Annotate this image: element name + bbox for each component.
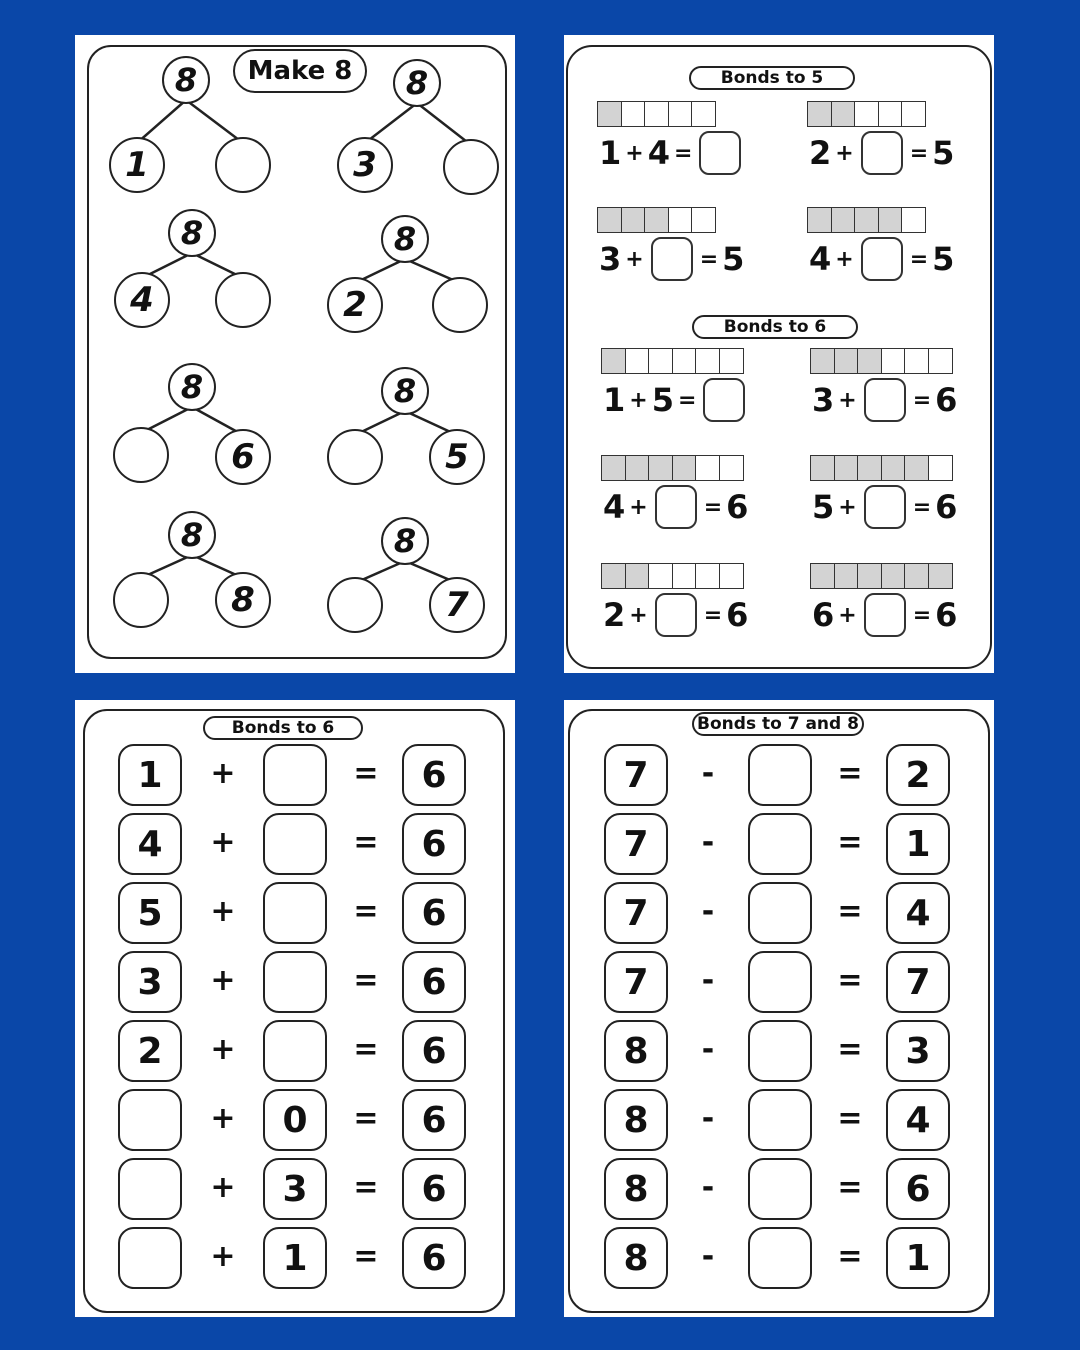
frame-cell-empty	[695, 348, 720, 374]
answer-box[interactable]	[748, 951, 812, 1013]
answer-box[interactable]	[263, 1020, 327, 1082]
number-box: 5	[118, 882, 182, 944]
minus-sign: -	[701, 894, 715, 929]
bond-part-left-circle: 4	[114, 272, 170, 328]
plus-sign: +	[210, 963, 236, 998]
number-box: 8	[604, 1227, 668, 1289]
total-box: 6	[402, 1089, 466, 1151]
bond-part-right-circle[interactable]	[432, 277, 488, 333]
frame-cell-empty	[672, 348, 697, 374]
frame-cell-shaded	[601, 348, 626, 374]
answer-box[interactable]	[118, 1089, 182, 1151]
bond-whole-circle: 8	[168, 209, 216, 257]
frame-cell-empty	[644, 101, 669, 127]
plus-sign: +	[838, 387, 857, 413]
equals-sign: =	[699, 246, 719, 272]
frame-cell-empty	[928, 348, 953, 374]
frame-cell-shaded	[834, 455, 859, 481]
equation-number: 2	[809, 134, 832, 172]
total-box: 6	[886, 1158, 950, 1220]
section-title-bonds-to-6: Bonds to 6	[692, 315, 858, 339]
minus-sign: -	[701, 825, 715, 860]
equation-number: 6	[935, 596, 958, 634]
total-box: 7	[886, 951, 950, 1013]
equation-number: 6	[726, 488, 749, 526]
frame-cell-empty	[881, 348, 906, 374]
total-box: 6	[402, 744, 466, 806]
number-box: 3	[263, 1158, 327, 1220]
equation-number: 6	[812, 596, 835, 634]
answer-box[interactable]	[655, 593, 697, 637]
number-box: 7	[604, 882, 668, 944]
frame-cell-shaded	[878, 207, 903, 233]
frame-cell-shaded	[672, 455, 697, 481]
frame-cell-shaded	[857, 455, 882, 481]
bond-part-right-circle[interactable]	[443, 139, 499, 195]
frame-cell-empty	[691, 207, 716, 233]
bond-part-left-circle[interactable]	[327, 577, 383, 633]
frame-cell-shaded	[807, 207, 832, 233]
frame-cell-shaded	[644, 207, 669, 233]
frame-cell-shaded	[904, 563, 929, 589]
frame-cell-empty	[719, 455, 744, 481]
equals-sign: =	[353, 894, 379, 929]
equation-number: 2	[603, 596, 626, 634]
number-box: 8	[604, 1020, 668, 1082]
number-box: 8	[604, 1158, 668, 1220]
equals-sign: =	[837, 825, 863, 860]
answer-box[interactable]	[703, 378, 745, 422]
worksheet-bonds-to-6	[75, 700, 515, 1317]
number-box: 0	[263, 1089, 327, 1151]
frame-cell-empty	[672, 563, 697, 589]
equation	[603, 593, 748, 637]
number-box: 4	[118, 813, 182, 875]
plus-sign: +	[210, 1032, 236, 1067]
bond-whole-circle: 8	[162, 56, 210, 104]
total-box: 6	[402, 1158, 466, 1220]
plus-sign: +	[629, 387, 648, 413]
worksheet-title: Bonds to 7 and 8	[692, 712, 864, 736]
equals-sign: =	[673, 140, 693, 166]
answer-box[interactable]	[655, 485, 697, 529]
frame-cell-shaded	[857, 348, 882, 374]
bond-part-left-circle[interactable]	[113, 427, 169, 483]
equation-number: 5	[932, 134, 955, 172]
number-box: 3	[118, 951, 182, 1013]
minus-sign: -	[701, 1170, 715, 1205]
equals-sign: =	[912, 494, 932, 520]
equals-sign: =	[353, 756, 379, 791]
equation	[809, 237, 954, 281]
equation-number: 5	[651, 381, 674, 419]
frame-cell-shaded	[834, 563, 859, 589]
frame-cell-empty	[621, 101, 646, 127]
frame-cell-empty	[719, 348, 744, 374]
frame-cell-shaded	[904, 455, 929, 481]
frame-cell-empty	[668, 101, 693, 127]
equals-sign: =	[837, 894, 863, 929]
equation-number: 6	[726, 596, 749, 634]
answer-box[interactable]	[861, 237, 903, 281]
total-box: 1	[886, 813, 950, 875]
bond-part-left-circle: 3	[337, 137, 393, 193]
five-frame	[597, 101, 715, 127]
equals-sign: =	[703, 602, 723, 628]
six-frame	[601, 563, 742, 589]
total-box: 6	[402, 813, 466, 875]
equation	[812, 593, 957, 637]
equals-sign: =	[353, 1032, 379, 1067]
frame-cell-shaded	[621, 207, 646, 233]
plus-sign: +	[210, 1239, 236, 1274]
answer-box[interactable]	[861, 131, 903, 175]
equation	[809, 131, 954, 175]
frame-cell-shaded	[857, 563, 882, 589]
answer-box[interactable]	[263, 813, 327, 875]
bond-part-right-circle[interactable]	[215, 272, 271, 328]
frame-cell-empty	[695, 563, 720, 589]
five-frame	[807, 101, 925, 127]
answer-box[interactable]	[699, 131, 741, 175]
answer-box[interactable]	[263, 744, 327, 806]
frame-cell-shaded	[597, 207, 622, 233]
minus-sign: -	[701, 756, 715, 791]
frame-cell-shaded	[831, 101, 856, 127]
plus-sign: +	[835, 140, 854, 166]
number-box: 1	[118, 744, 182, 806]
equation	[603, 378, 748, 422]
answer-box[interactable]	[651, 237, 693, 281]
frame-cell-empty	[719, 563, 744, 589]
equals-sign: =	[353, 825, 379, 860]
answer-box[interactable]	[748, 1227, 812, 1289]
bond-part-left-circle: 2	[327, 277, 383, 333]
equals-sign: =	[353, 1170, 379, 1205]
frame-cell-empty	[854, 101, 879, 127]
total-box: 3	[886, 1020, 950, 1082]
number-box: 7	[604, 951, 668, 1013]
worksheet-bonds-5-6	[564, 35, 994, 673]
worksheet-title: Bonds to 6	[203, 716, 363, 740]
answer-box[interactable]	[864, 378, 906, 422]
frame-cell-empty	[901, 207, 926, 233]
worksheet-border	[87, 45, 507, 659]
plus-sign: +	[210, 756, 236, 791]
answer-box[interactable]	[748, 1020, 812, 1082]
bond-whole-circle: 8	[168, 511, 216, 559]
plus-sign: +	[210, 894, 236, 929]
equation-number: 5	[812, 488, 835, 526]
plus-sign: +	[210, 1170, 236, 1205]
equation	[812, 378, 957, 422]
minus-sign: -	[701, 1101, 715, 1136]
frame-cell-shaded	[625, 563, 650, 589]
equation-number: 4	[603, 488, 626, 526]
frame-cell-empty	[901, 101, 926, 127]
bond-whole-circle: 8	[381, 517, 429, 565]
equals-sign: =	[909, 140, 929, 166]
minus-sign: -	[701, 963, 715, 998]
six-frame	[810, 455, 951, 481]
frame-cell-shaded	[597, 101, 622, 127]
six-frame	[810, 348, 951, 374]
equals-sign: =	[703, 494, 723, 520]
total-box: 2	[886, 744, 950, 806]
worksheet-make-8	[75, 35, 515, 673]
equals-sign: =	[353, 963, 379, 998]
total-box: 6	[402, 882, 466, 944]
answer-box[interactable]	[263, 882, 327, 944]
equation	[599, 131, 744, 175]
equation-number: 4	[809, 240, 832, 278]
number-box: 7	[604, 813, 668, 875]
bond-part-right-circle: 8	[215, 572, 271, 628]
equation-number: 4	[647, 134, 670, 172]
equals-sign: =	[677, 387, 697, 413]
frame-cell-empty	[878, 101, 903, 127]
frame-cell-shaded	[810, 563, 835, 589]
answer-box[interactable]	[864, 593, 906, 637]
section-title-bonds-to-5: Bonds to 5	[689, 66, 855, 90]
equals-sign: =	[909, 246, 929, 272]
plus-sign: +	[625, 140, 644, 166]
number-box: 1	[263, 1227, 327, 1289]
answer-box[interactable]	[748, 1089, 812, 1151]
total-box: 4	[886, 1089, 950, 1151]
frame-cell-shaded	[601, 563, 626, 589]
total-box: 4	[886, 882, 950, 944]
five-frame	[597, 207, 715, 233]
bond-whole-circle: 8	[381, 367, 429, 415]
equation-number: 5	[932, 240, 955, 278]
frame-cell-empty	[695, 455, 720, 481]
frame-cell-shaded	[601, 455, 626, 481]
bond-whole-circle: 8	[381, 215, 429, 263]
equals-sign: =	[837, 963, 863, 998]
bond-part-right-circle: 6	[215, 429, 271, 485]
answer-box[interactable]	[118, 1227, 182, 1289]
plus-sign: +	[838, 602, 857, 628]
frame-cell-shaded	[648, 455, 673, 481]
plus-sign: +	[629, 494, 648, 520]
bond-part-right-circle[interactable]	[215, 137, 271, 193]
plus-sign: +	[629, 602, 648, 628]
equation-number: 6	[935, 488, 958, 526]
answer-box[interactable]	[748, 744, 812, 806]
answer-box[interactable]	[864, 485, 906, 529]
frame-cell-shaded	[881, 563, 906, 589]
number-box: 8	[604, 1089, 668, 1151]
answer-box[interactable]	[748, 1158, 812, 1220]
worksheet-bonds-to-7-and-8	[564, 700, 994, 1317]
frame-cell-shaded	[854, 207, 879, 233]
frame-cell-empty	[648, 563, 673, 589]
equation	[599, 237, 744, 281]
frame-cell-shaded	[807, 101, 832, 127]
plus-sign: +	[835, 246, 854, 272]
plus-sign: +	[210, 1101, 236, 1136]
plus-sign: +	[210, 825, 236, 860]
bond-part-left-circle[interactable]	[113, 572, 169, 628]
equals-sign: =	[837, 1170, 863, 1205]
frame-cell-shaded	[625, 455, 650, 481]
equals-sign: =	[837, 1032, 863, 1067]
bond-part-left-circle: 1	[109, 137, 165, 193]
equation-number: 6	[935, 381, 958, 419]
equation	[812, 485, 957, 529]
number-box: 2	[118, 1020, 182, 1082]
answer-box[interactable]	[263, 951, 327, 1013]
frame-cell-empty	[691, 101, 716, 127]
equals-sign: =	[837, 1239, 863, 1274]
frame-cell-empty	[668, 207, 693, 233]
answer-box[interactable]	[118, 1158, 182, 1220]
plus-sign: +	[625, 246, 644, 272]
equation-number: 1	[599, 134, 622, 172]
total-box: 1	[886, 1227, 950, 1289]
equals-sign: =	[353, 1239, 379, 1274]
bond-whole-circle: 8	[393, 59, 441, 107]
minus-sign: -	[701, 1239, 715, 1274]
six-frame	[601, 348, 742, 374]
number-box: 7	[604, 744, 668, 806]
equals-sign: =	[837, 756, 863, 791]
frame-cell-shaded	[810, 455, 835, 481]
plus-sign: +	[838, 494, 857, 520]
equals-sign: =	[353, 1101, 379, 1136]
bond-part-right-circle: 5	[429, 429, 485, 485]
frame-cell-empty	[904, 348, 929, 374]
minus-sign: -	[701, 1032, 715, 1067]
answer-box[interactable]	[748, 813, 812, 875]
six-frame	[601, 455, 742, 481]
frame-cell-empty	[625, 348, 650, 374]
equals-sign: =	[912, 387, 932, 413]
equation-number: 1	[603, 381, 626, 419]
total-box: 6	[402, 951, 466, 1013]
total-box: 6	[402, 1227, 466, 1289]
bond-part-left-circle[interactable]	[327, 429, 383, 485]
five-frame	[807, 207, 925, 233]
equation-number: 3	[599, 240, 622, 278]
bond-whole-circle: 8	[168, 363, 216, 411]
frame-cell-shaded	[928, 563, 953, 589]
frame-cell-shaded	[810, 348, 835, 374]
equals-sign: =	[912, 602, 932, 628]
six-frame	[810, 563, 951, 589]
bond-part-right-circle: 7	[429, 577, 485, 633]
frame-cell-empty	[928, 455, 953, 481]
equation-number: 3	[812, 381, 835, 419]
frame-cell-shaded	[881, 455, 906, 481]
frame-cell-empty	[648, 348, 673, 374]
equals-sign: =	[837, 1101, 863, 1136]
equation-number: 5	[722, 240, 745, 278]
total-box: 6	[402, 1020, 466, 1082]
frame-cell-shaded	[831, 207, 856, 233]
worksheet-title: Make 8	[233, 49, 367, 93]
answer-box[interactable]	[748, 882, 812, 944]
frame-cell-shaded	[834, 348, 859, 374]
equation	[603, 485, 748, 529]
